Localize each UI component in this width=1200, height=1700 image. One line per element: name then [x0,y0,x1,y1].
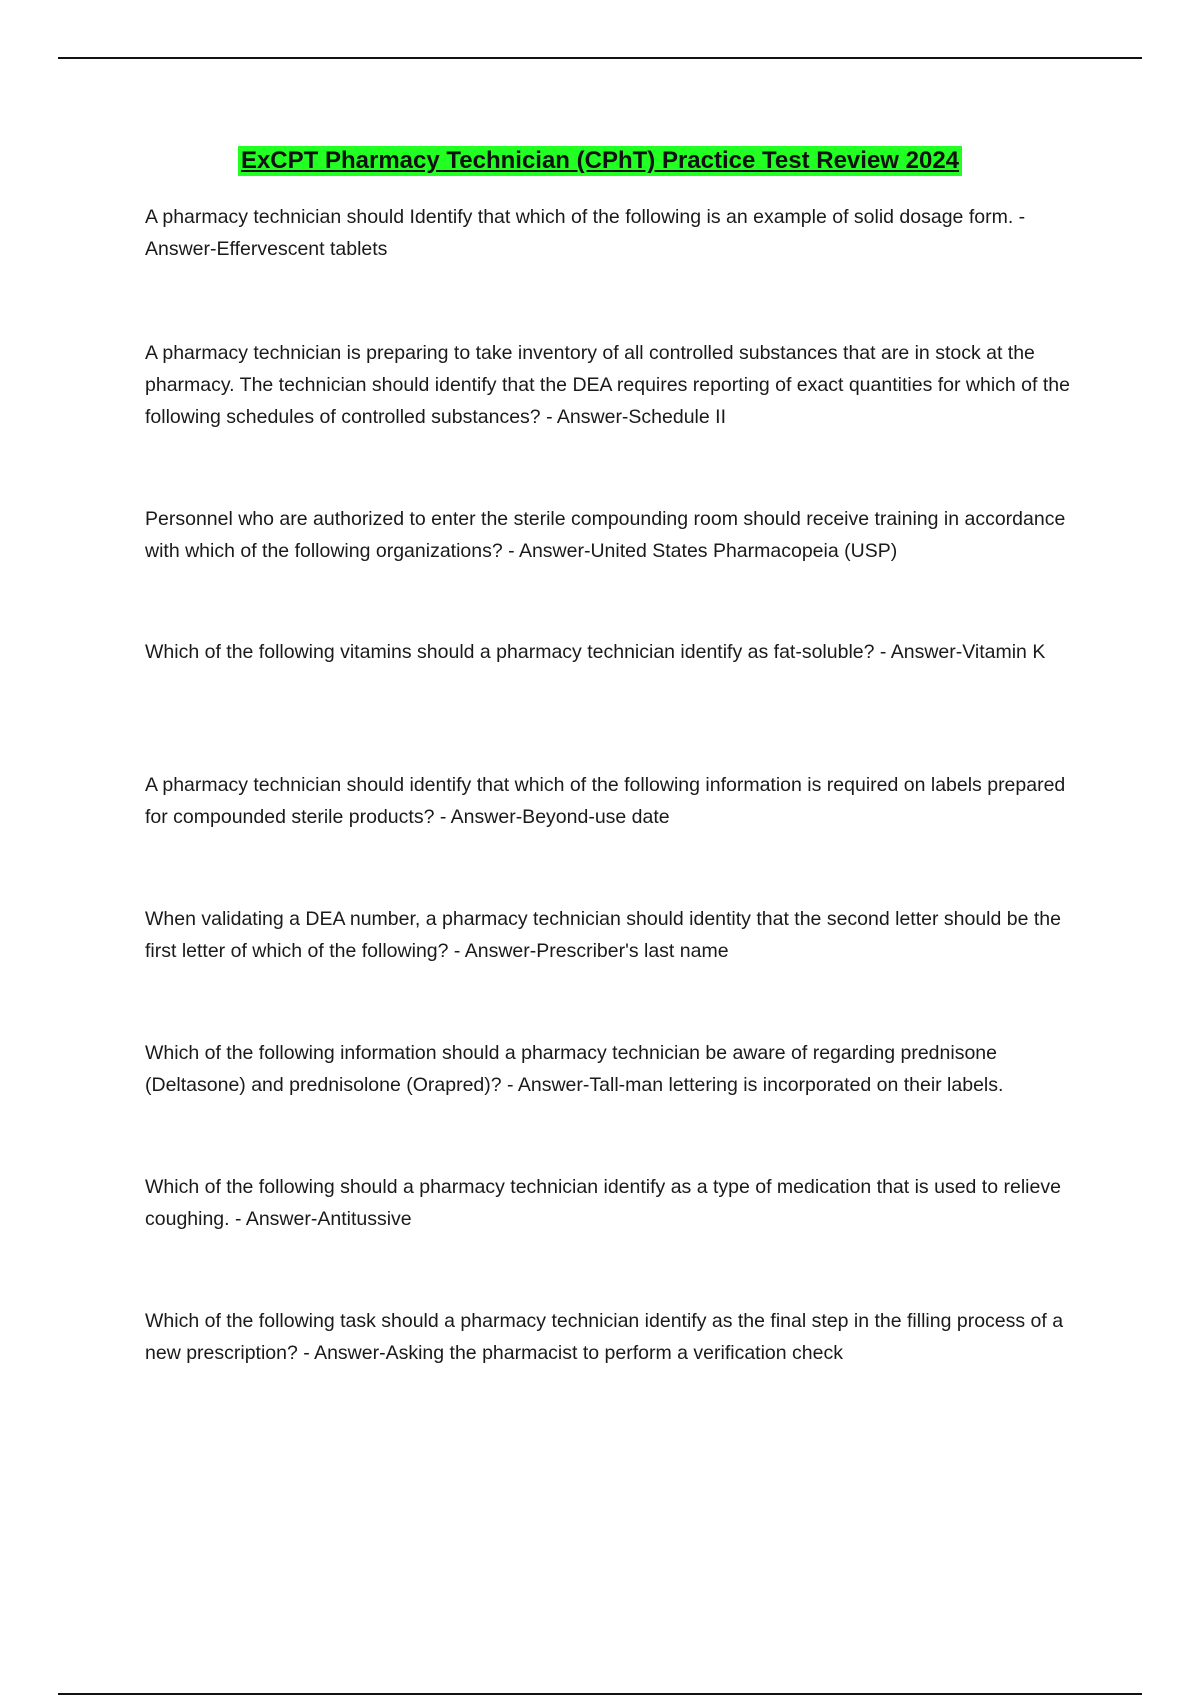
qa-text: Which of the following vitamins should a pharmacy technician identify as fat-soluble? - Answer-Vitamin K [145,641,1046,663]
qa-text: Which of the following task should a pharmacy technician identify as the final step in the filling process of a new prescription? - Answer-Asking the pharmacist to perform a verification check [145,1310,1064,1364]
qa-item-1 [145,201,1085,265]
bottom-rule [58,1693,1142,1695]
qa-item-6 [145,903,1085,967]
qa-text: When validating a DEA number, a pharmacy technician should identity that the second letter should be the first letter of which of the following? - Answer-Prescriber's last name [145,908,1061,962]
qa-item-4 [145,636,1085,668]
qa-text: A pharmacy technician should identify that which of the following information is required on labels prepared for compounded sterile products? - Answer-Beyond-use date [145,774,1066,828]
title-container [0,146,1200,176]
qa-text: A pharmacy technician should Identify that which of the following is an example of solid dosage form. - Answer-Effervescent tablets [145,206,1026,260]
qa-item-3 [145,503,1085,567]
qa-text: Which of the following information should a pharmacy technician be aware of regarding prednisone (Deltasone) and prednisolone (Orapred)? - Answer-Tall-man lettering is incorporated on their labels. [145,1042,1004,1096]
qa-item-5 [145,769,1085,833]
qa-text: A pharmacy technician is preparing to take inventory of all controlled substances that are in stock at the pharmacy. The technician should identify that the DEA requires reporting of exact quantities for which of the following schedules of controlled substances? - Answer-Schedule II [145,342,1070,428]
qa-text: Which of the following should a pharmacy technician identify as a type of medication that is used to relieve coughing. - Answer-Antitussive [145,1176,1061,1230]
qa-item-7 [145,1037,1085,1101]
qa-text: Personnel who are authorized to enter the sterile compounding room should receive training in accordance with which of the following organizations? - Answer-United States Pharmacopeia (USP) [145,508,1066,562]
qa-item-9 [145,1305,1085,1369]
top-rule [58,57,1142,59]
document-title: ExCPT Pharmacy Technician (CPhT) Practice Test Review 2024 [238,146,962,176]
qa-item-2 [145,337,1085,433]
qa-item-8 [145,1171,1085,1235]
